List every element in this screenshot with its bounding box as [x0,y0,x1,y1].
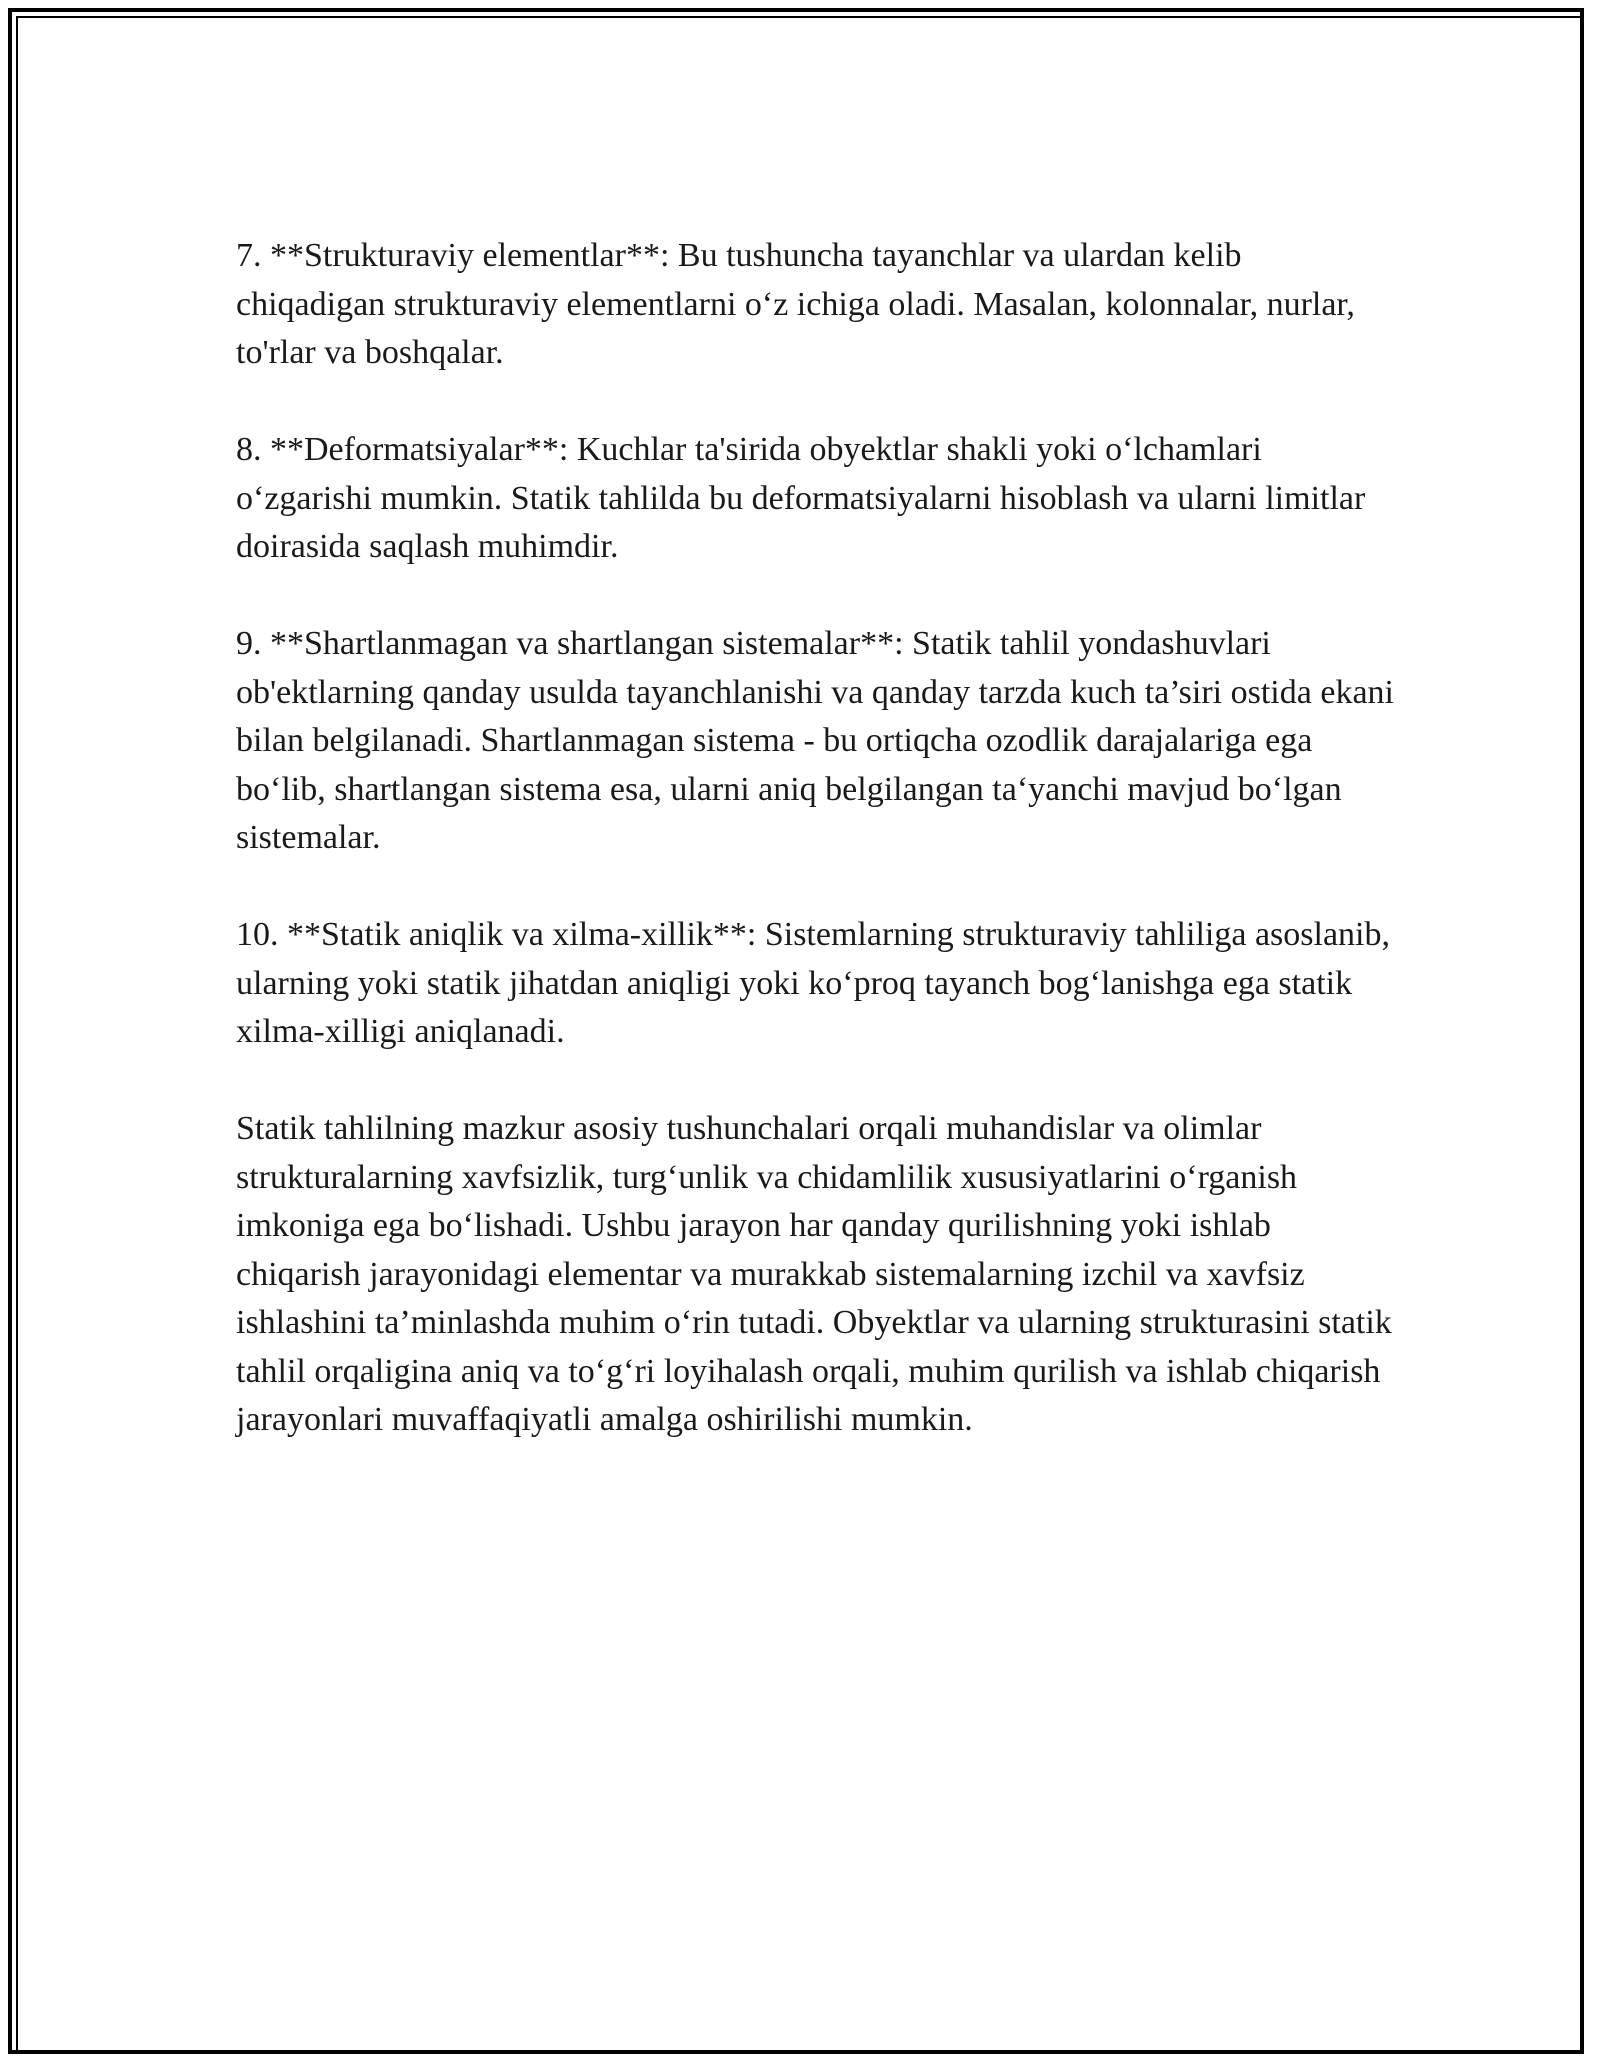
paragraph-deformatsiyalar: 8. **Deformatsiyalar**: Kuchlar ta'sirida obyektlar shakli yoki o‘lchamlari o‘zgarishi mumkin. Statik tahlilda bu deformatsiyalarni hisoblash va ularni limitlar doirasida saqlash muhimdir. [236,431,1366,565]
paragraph-conclusion: Statik tahlilning mazkur asosiy tushunchalari orqali muhandislar va olimlar strukturalarning xavfsizlik, turg‘unlik va chidamlilik xususiyatlarini o‘rganish imkoniga ega bo‘lishadi. Ushbu jarayon har qanday qurilishning yoki ishlab chiqarish jarayonidagi elementar va murakkab sistemalarning izchil va xavfsiz ishlashini ta’minlashda muhim o‘rin tutadi. Obyektlar va ularning strukturasini statik tahlil orqaligina aniq va to‘g‘ri loyihalash orqali, muhim qurilish va ishlab chiqarish jarayonlari muvaffaqiyatli amalga oshirilishi mumkin. [236,1110,1392,1438]
paragraph-strukturaviy-elementlar: 7. **Strukturaviy elementlar**: Bu tushuncha tayanchlar va ulardan kelib chiqadigan strukturaviy elementlarni o‘z ichiga oladi. Masalan, kolonnalar, nurlar, to'rlar va boshqalar. [236,237,1355,371]
document-body [236,232,1396,1493]
paragraph-shartlanmagan-sistemalar: 9. **Shartlanmagan va shartlangan sistemalar**: Statik tahlil yondashuvlari ob'ektlarning qanday usulda tayanchlanishi va qanday tarzda kuch ta’siri ostida ekani bilan belgilanadi. Shartlanmagan sistema - bu ortiqcha ozodlik darajalariga ega bo‘lib, shartlangan sistema esa, ularni aniq belgilangan ta‘yanchi mavjud bo‘lgan sistemalar. [236,625,1394,856]
paragraph-statik-aniqlik: 10. **Statik aniqlik va xilma-xillik**: Sistemlarning strukturaviy tahliliga asoslanib, ularning yoki statik jihatdan aniqligi yoki ko‘proq tayanch bog‘lanishga ega statik xilma-xilligi aniqlanadi. [236,916,1390,1050]
